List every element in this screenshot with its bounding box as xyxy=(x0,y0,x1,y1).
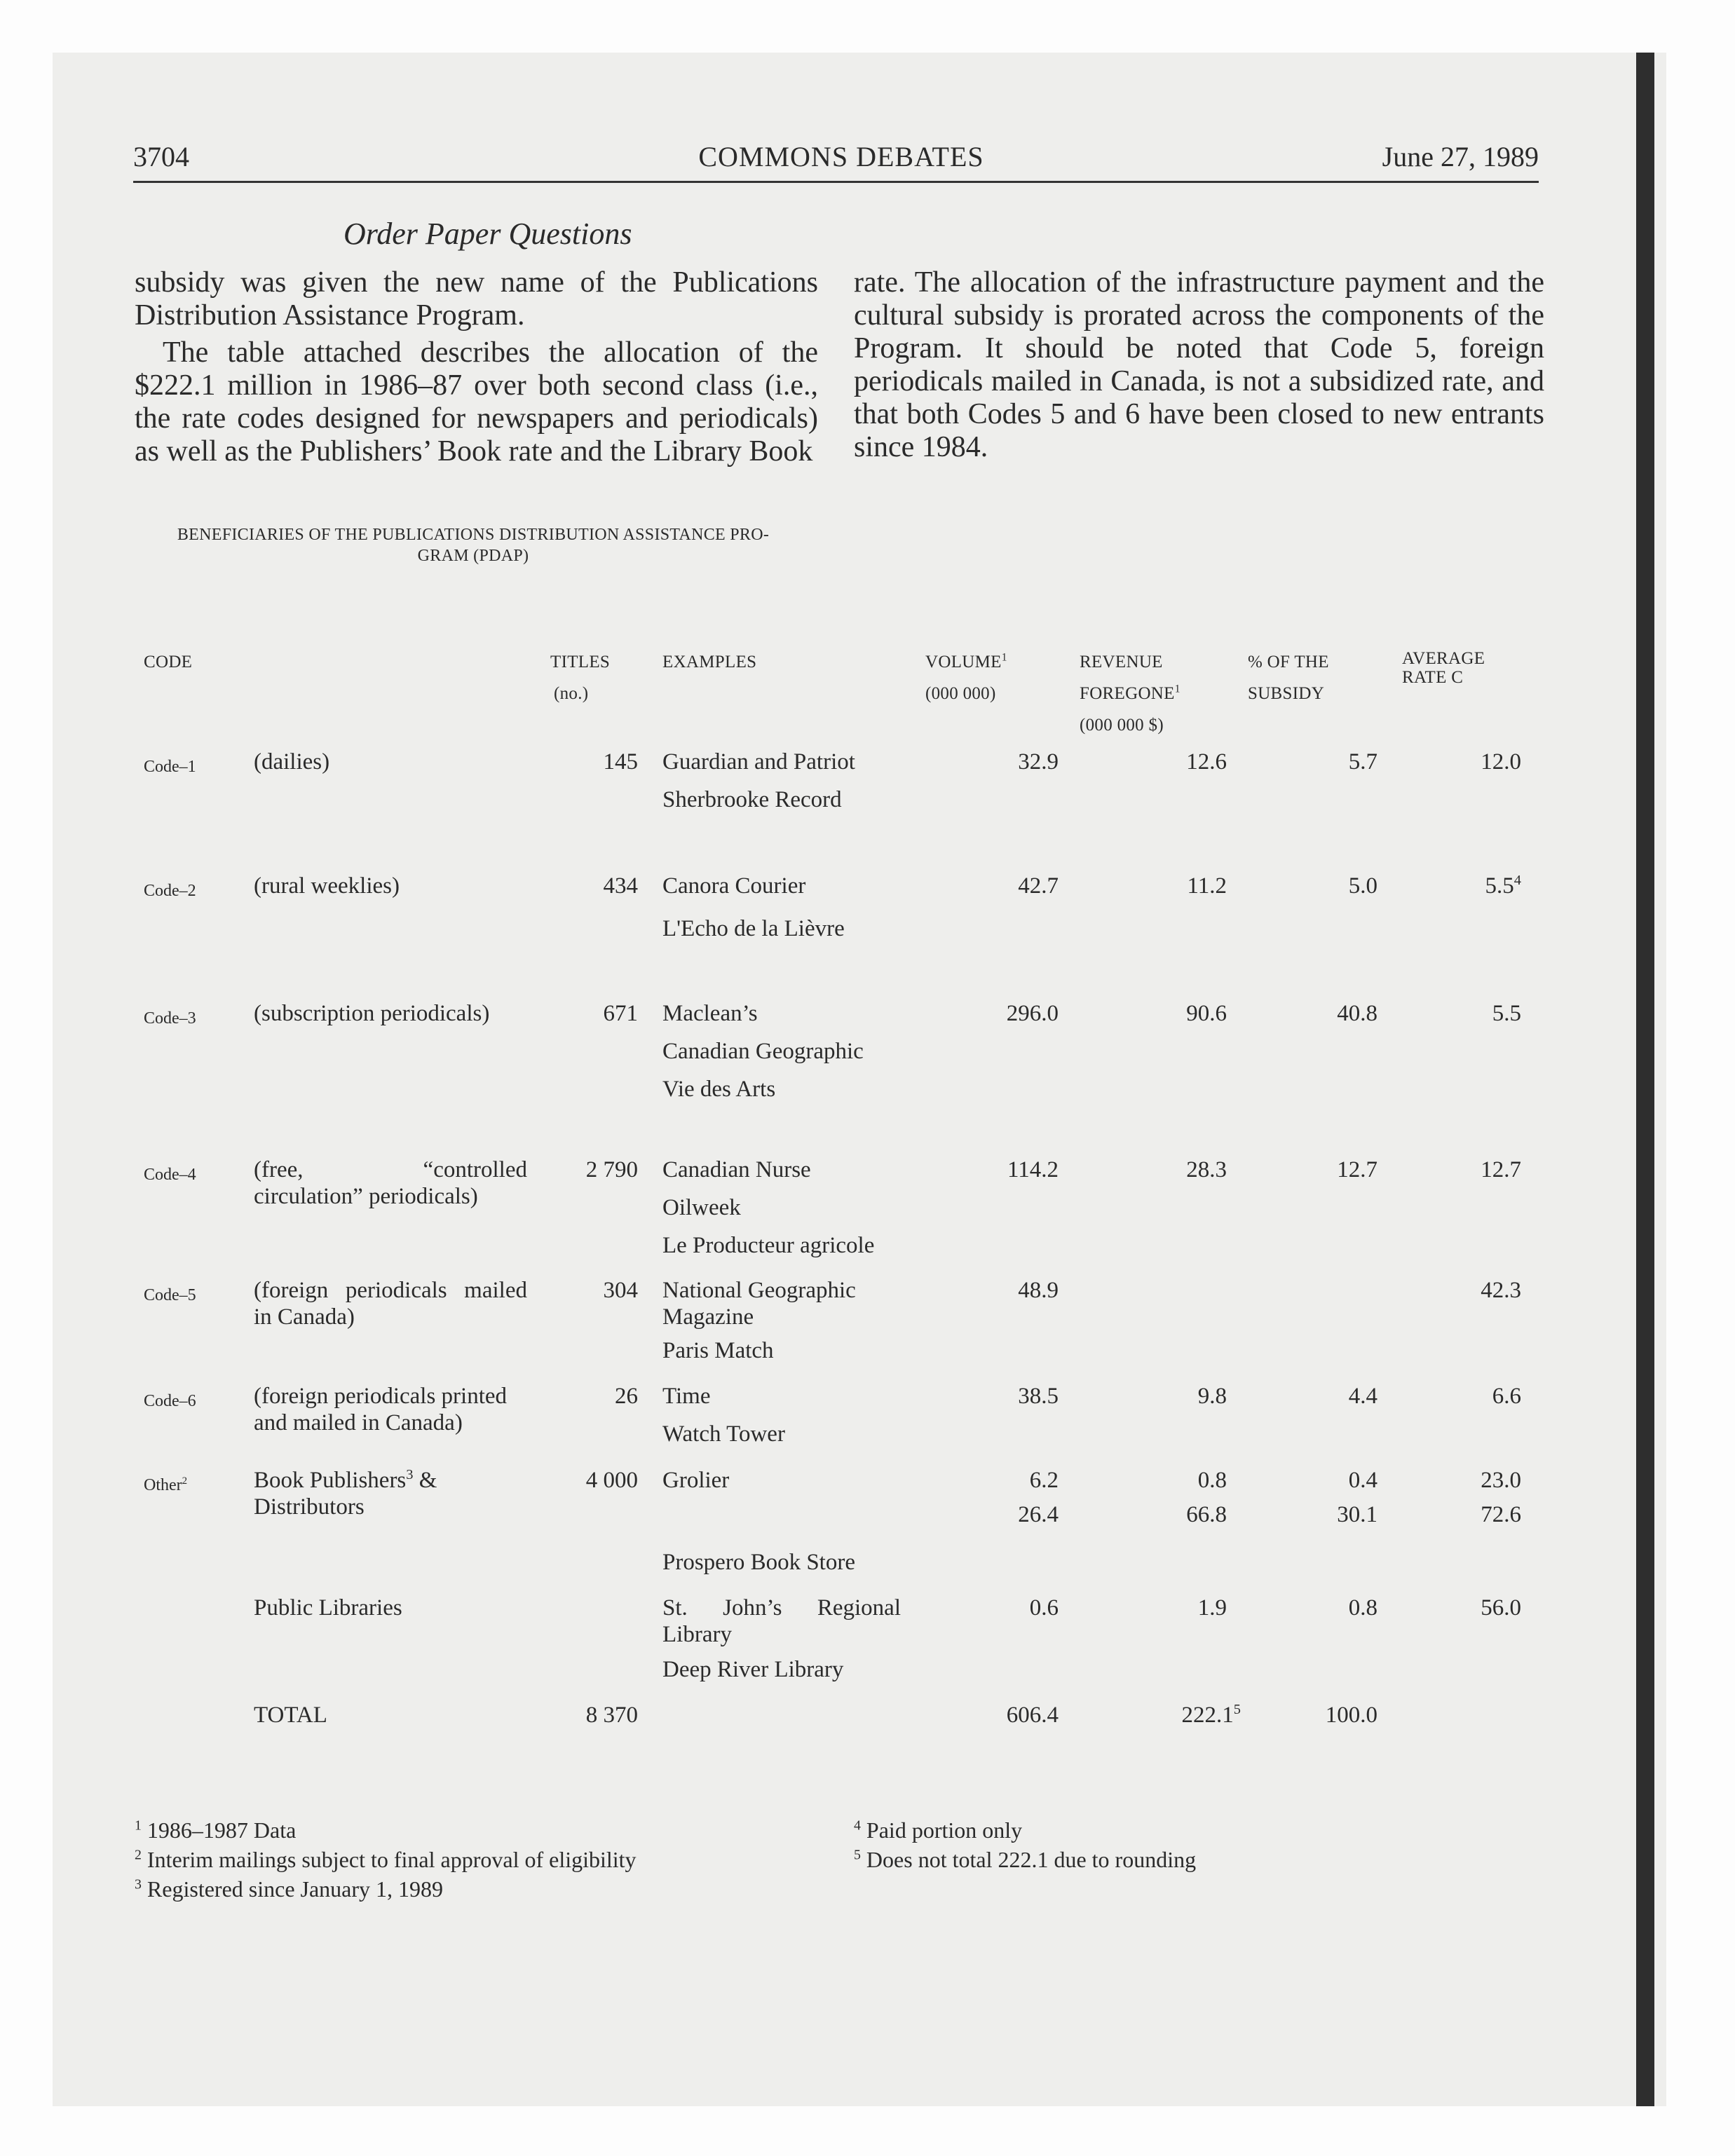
row-example: Maclean’s xyxy=(662,1001,758,1026)
row-titles: 671 xyxy=(603,1001,638,1026)
row-code: Code–4 xyxy=(144,1166,196,1184)
footnotes-right xyxy=(854,1815,1196,1874)
page-number: 3704 xyxy=(133,141,189,172)
row-description: (dailies) xyxy=(254,749,330,775)
row-average: 5.5 xyxy=(1492,1001,1521,1026)
row-description: Book Publishers$^3$ & Distributors xyxy=(254,1467,437,1520)
row-description: (foreign periodicals printed and mailed in Canada) xyxy=(254,1384,508,1435)
row-revenue: 90.6 xyxy=(1186,1001,1227,1026)
row-volume: 114.2 xyxy=(1007,1157,1059,1182)
total-label: TOTAL xyxy=(254,1703,327,1728)
row-example: Prospero Book Store xyxy=(662,1550,855,1575)
row-average: 42.3 xyxy=(1481,1278,1521,1303)
header-examples: EXAMPLES xyxy=(662,653,757,671)
row-example: Grolier xyxy=(662,1468,730,1493)
row-titles: 26 xyxy=(615,1384,638,1409)
row-example: Sherbrooke Record xyxy=(662,787,842,812)
row-description: (rural weeklies) xyxy=(254,873,400,899)
header-revenue-line2: FOREGONE$^1$ xyxy=(1080,683,1181,703)
row-volume: 42.7 xyxy=(1018,873,1059,899)
section-title: Order Paper Questions xyxy=(343,217,632,251)
row-volume: 26.4 xyxy=(1018,1502,1059,1527)
row-code: Code–6 xyxy=(144,1392,196,1410)
table-title xyxy=(144,524,803,566)
row-titles: 304 xyxy=(603,1278,638,1303)
row-example: St. John’s Regional Library xyxy=(662,1595,901,1647)
page-date: June 27, 1989 xyxy=(1382,141,1539,172)
row-code: Code–5 xyxy=(144,1286,196,1304)
row-average: 6.6 xyxy=(1492,1384,1521,1409)
row-revenue: 28.3 xyxy=(1186,1157,1227,1182)
row-description: Public Libraries xyxy=(254,1595,402,1621)
row-titles: 4 000 xyxy=(585,1468,638,1493)
row-revenue: 0.8 xyxy=(1197,1468,1227,1493)
row-pct: 40.8 xyxy=(1337,1001,1377,1026)
row-code: Code–3 xyxy=(144,1009,196,1028)
row-revenue: 11.2 xyxy=(1187,873,1227,899)
row-code: Code–1 xyxy=(144,758,196,776)
row-average: 12.7 xyxy=(1481,1157,1521,1182)
row-average: 23.0 xyxy=(1481,1468,1521,1493)
footnotes-left xyxy=(135,1815,637,1904)
row-example: Vie des Arts xyxy=(662,1077,776,1102)
row-description: (free, “controlled circulation” periodicals) xyxy=(254,1157,527,1209)
total-volume: 606.4 xyxy=(1006,1703,1059,1728)
row-pct: 12.7 xyxy=(1337,1157,1377,1182)
footnote: $^1$ 1986–1987 Data xyxy=(135,1817,297,1843)
table-title-line: GRAM (PDAP) xyxy=(417,547,529,565)
row-volume: 38.5 xyxy=(1018,1384,1059,1409)
footnote: $^2$ Interim mailings subject to final approval of eligibility xyxy=(135,1847,637,1872)
row-example: Watch Tower xyxy=(662,1421,785,1447)
header-volume-unit: (000 000) xyxy=(925,684,996,703)
row-example: Oilweek xyxy=(662,1195,741,1220)
footnote: $^3$ Registered since January 1, 1989 xyxy=(135,1876,444,1902)
row-code: Code–2 xyxy=(144,882,196,900)
row-example: Canadian Nurse xyxy=(662,1157,811,1182)
header-revenue-unit: (000 000 $) xyxy=(1080,716,1164,735)
paragraph: The table attached describes the allocation of the $222.1 million in 1986–87 over both second class (i.e., the rate codes designed for newspapers and periodicals) as well as the Publishers’ Book rate and the Library Book xyxy=(135,336,818,468)
row-average: $5.5^4$ xyxy=(1485,873,1521,899)
footnote: $^5$ Does not total 222.1 due to rounding xyxy=(854,1847,1197,1872)
row-average: 72.6 xyxy=(1481,1502,1521,1527)
row-example: Deep River Library xyxy=(662,1657,844,1682)
row-titles: 2 790 xyxy=(585,1157,638,1182)
scan-edge-bar xyxy=(1636,53,1654,2106)
row-pct: 4.4 xyxy=(1348,1384,1377,1409)
row-average: 56.0 xyxy=(1481,1595,1521,1621)
body-column-right xyxy=(854,266,1544,468)
header-average: AVERAGE xyxy=(1402,649,1485,668)
row-volume: 48.9 xyxy=(1018,1278,1059,1303)
row-example: Le Producteur agricole xyxy=(662,1233,875,1258)
row-example: Time xyxy=(662,1384,711,1409)
row-code: Other$^2$ xyxy=(144,1475,188,1494)
table-title-line: BENEFICIARIES OF THE PUBLICATIONS DISTRIBUTION ASSISTANCE PRO- xyxy=(177,526,770,544)
header-revenue: REVENUE xyxy=(1080,653,1163,671)
header-rule xyxy=(133,181,1539,183)
total-revenue: 222.1$^5$ xyxy=(1181,1702,1241,1728)
row-example: Paris Match xyxy=(662,1338,774,1363)
publication-title: COMMONS DEBATES xyxy=(698,141,984,172)
row-volume: 296.0 xyxy=(1006,1001,1059,1026)
row-revenue: 12.6 xyxy=(1186,749,1227,775)
row-revenue: 66.8 xyxy=(1186,1502,1227,1527)
row-example: Canadian Geographic xyxy=(662,1039,864,1064)
row-pct: 0.4 xyxy=(1348,1468,1377,1493)
header-pct-line2: SUBSIDY xyxy=(1248,684,1325,703)
header-average-line2: RATE C xyxy=(1402,668,1464,687)
paragraph: rate. The allocation of the infrastructure payment and the cultural subsidy is prorated across the components of the Program. It should be noted that Code 5, foreign periodicals mailed in Canada, is not a subsidized rate, and that both Codes 5 and 6 have been closed to new entrants since 1984. xyxy=(854,266,1544,463)
paragraph: subsidy was given the new name of the Publications Distribution Assistance Program. xyxy=(135,266,818,332)
row-pct: 30.1 xyxy=(1337,1502,1377,1527)
row-example: Guardian and Patriot xyxy=(662,749,855,775)
header-titles-unit: (no.) xyxy=(554,684,589,703)
total-titles: 8 370 xyxy=(585,1703,638,1728)
row-revenue: 9.8 xyxy=(1197,1384,1227,1409)
row-description: (foreign periodicals mailed in Canada) xyxy=(254,1278,527,1330)
header-titles: TITLES xyxy=(550,653,611,671)
row-pct: 5.7 xyxy=(1348,749,1377,775)
row-pct: 0.8 xyxy=(1348,1595,1377,1621)
row-titles: 434 xyxy=(603,873,638,899)
footnote: $^4$ Paid portion only xyxy=(854,1817,1023,1843)
body-column-left xyxy=(135,266,818,472)
row-revenue: 1.9 xyxy=(1197,1595,1227,1621)
row-example: L'Echo de la Lièvre xyxy=(662,916,845,941)
row-volume: 0.6 xyxy=(1029,1595,1059,1621)
row-pct: 5.0 xyxy=(1348,873,1377,899)
row-description: (subscription periodicals) xyxy=(254,1001,490,1026)
header-pct: % OF THE xyxy=(1248,653,1329,671)
header-code: CODE xyxy=(144,653,193,671)
row-volume: 32.9 xyxy=(1018,749,1059,775)
row-average: 12.0 xyxy=(1481,749,1521,775)
header-volume: VOLUME$^1$ xyxy=(925,651,1007,671)
row-volume: 6.2 xyxy=(1029,1468,1059,1493)
row-example: National Geographic Magazine xyxy=(662,1278,856,1330)
row-titles: 145 xyxy=(603,749,638,775)
total-pct: 100.0 xyxy=(1325,1703,1377,1728)
row-example: Canora Courier xyxy=(662,873,806,899)
